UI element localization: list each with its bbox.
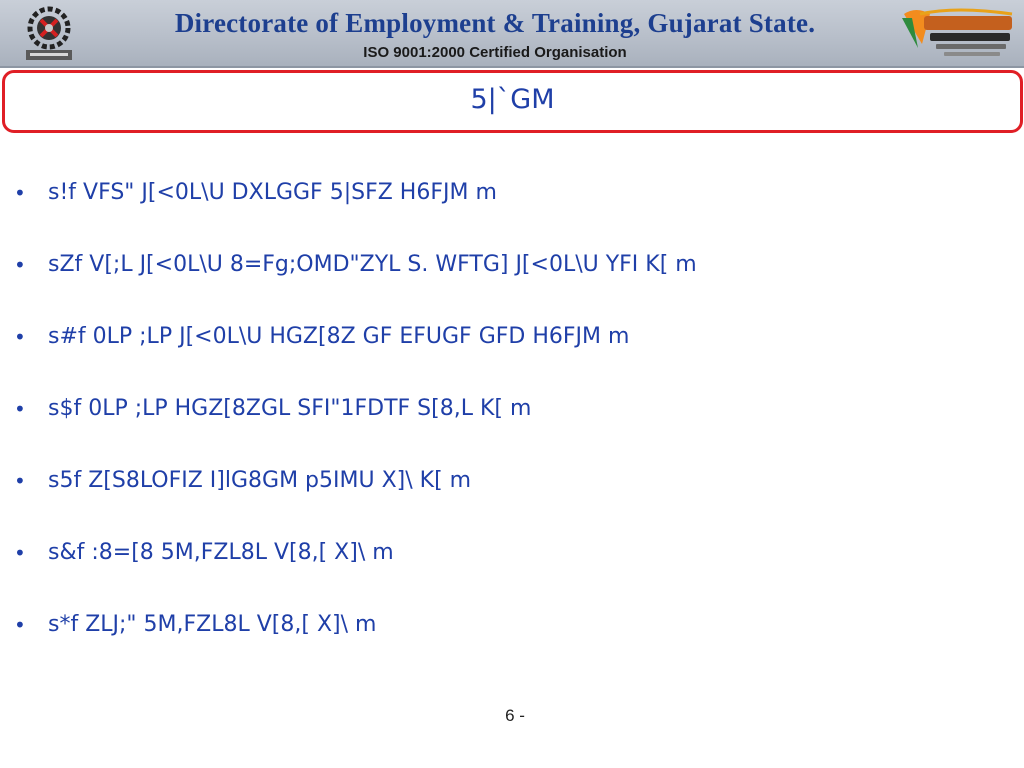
- bullet-text: s$f 0LP ;LP HGZ[8ZGL SFI"1FDTF S[8,L K[ m: [48, 396, 532, 421]
- vibrant-gujarat-logo-icon: [896, 4, 1018, 62]
- slide-title: 5|`GM: [470, 84, 555, 115]
- bullet-text: s#f 0LP ;LP J[<0L\U HGZ[8Z GF EFUGF GFD H6FJM m: [48, 324, 630, 349]
- list-item: [12, 392, 1012, 464]
- bullet-text: s&f :8=[8 5M,FZL8L V[8,[ X]\ m: [48, 540, 394, 565]
- page-number: 6 -: [505, 706, 525, 725]
- bullet-icon: •: [14, 541, 26, 565]
- list-item: [12, 320, 1012, 392]
- list-item: [12, 248, 1012, 320]
- bullet-text: s!f VFS" J[<0L\U DXLGGF 5|SFZ H6FJM m: [48, 180, 497, 205]
- list-item: [12, 176, 1012, 248]
- bullet-icon: •: [14, 397, 26, 421]
- bullet-list: [12, 176, 1012, 680]
- slide-title-box: [2, 70, 1023, 133]
- bullet-icon: •: [14, 325, 26, 349]
- bullet-icon: •: [14, 181, 26, 205]
- gear-emblem-icon: [22, 4, 76, 62]
- bullet-text: sZf V[;L J[<0L\U 8=Fg;OMD"ZYL S. WFTG] J[<0L\U YFI K[ m: [48, 252, 697, 277]
- certification-subtitle: ISO 9001:2000 Certified Organisation: [363, 44, 627, 61]
- bullet-text: s*f ZLJ;" 5M,FZL8L V[8,[ X]\ m: [48, 612, 377, 637]
- list-item: [12, 536, 1012, 608]
- list-item: [12, 608, 1012, 680]
- organization-title: Directorate of Employment & Training, Gujarat State.: [174, 8, 816, 38]
- bullet-icon: •: [14, 253, 26, 277]
- header-banner: [0, 0, 1024, 68]
- bullet-icon: •: [14, 469, 26, 493]
- bullet-icon: •: [14, 613, 26, 637]
- bullet-text: s5f Z[S8LOFIZ I]lG8GM p5IMU X]\ K[ m: [48, 468, 472, 493]
- list-item: [12, 464, 1012, 536]
